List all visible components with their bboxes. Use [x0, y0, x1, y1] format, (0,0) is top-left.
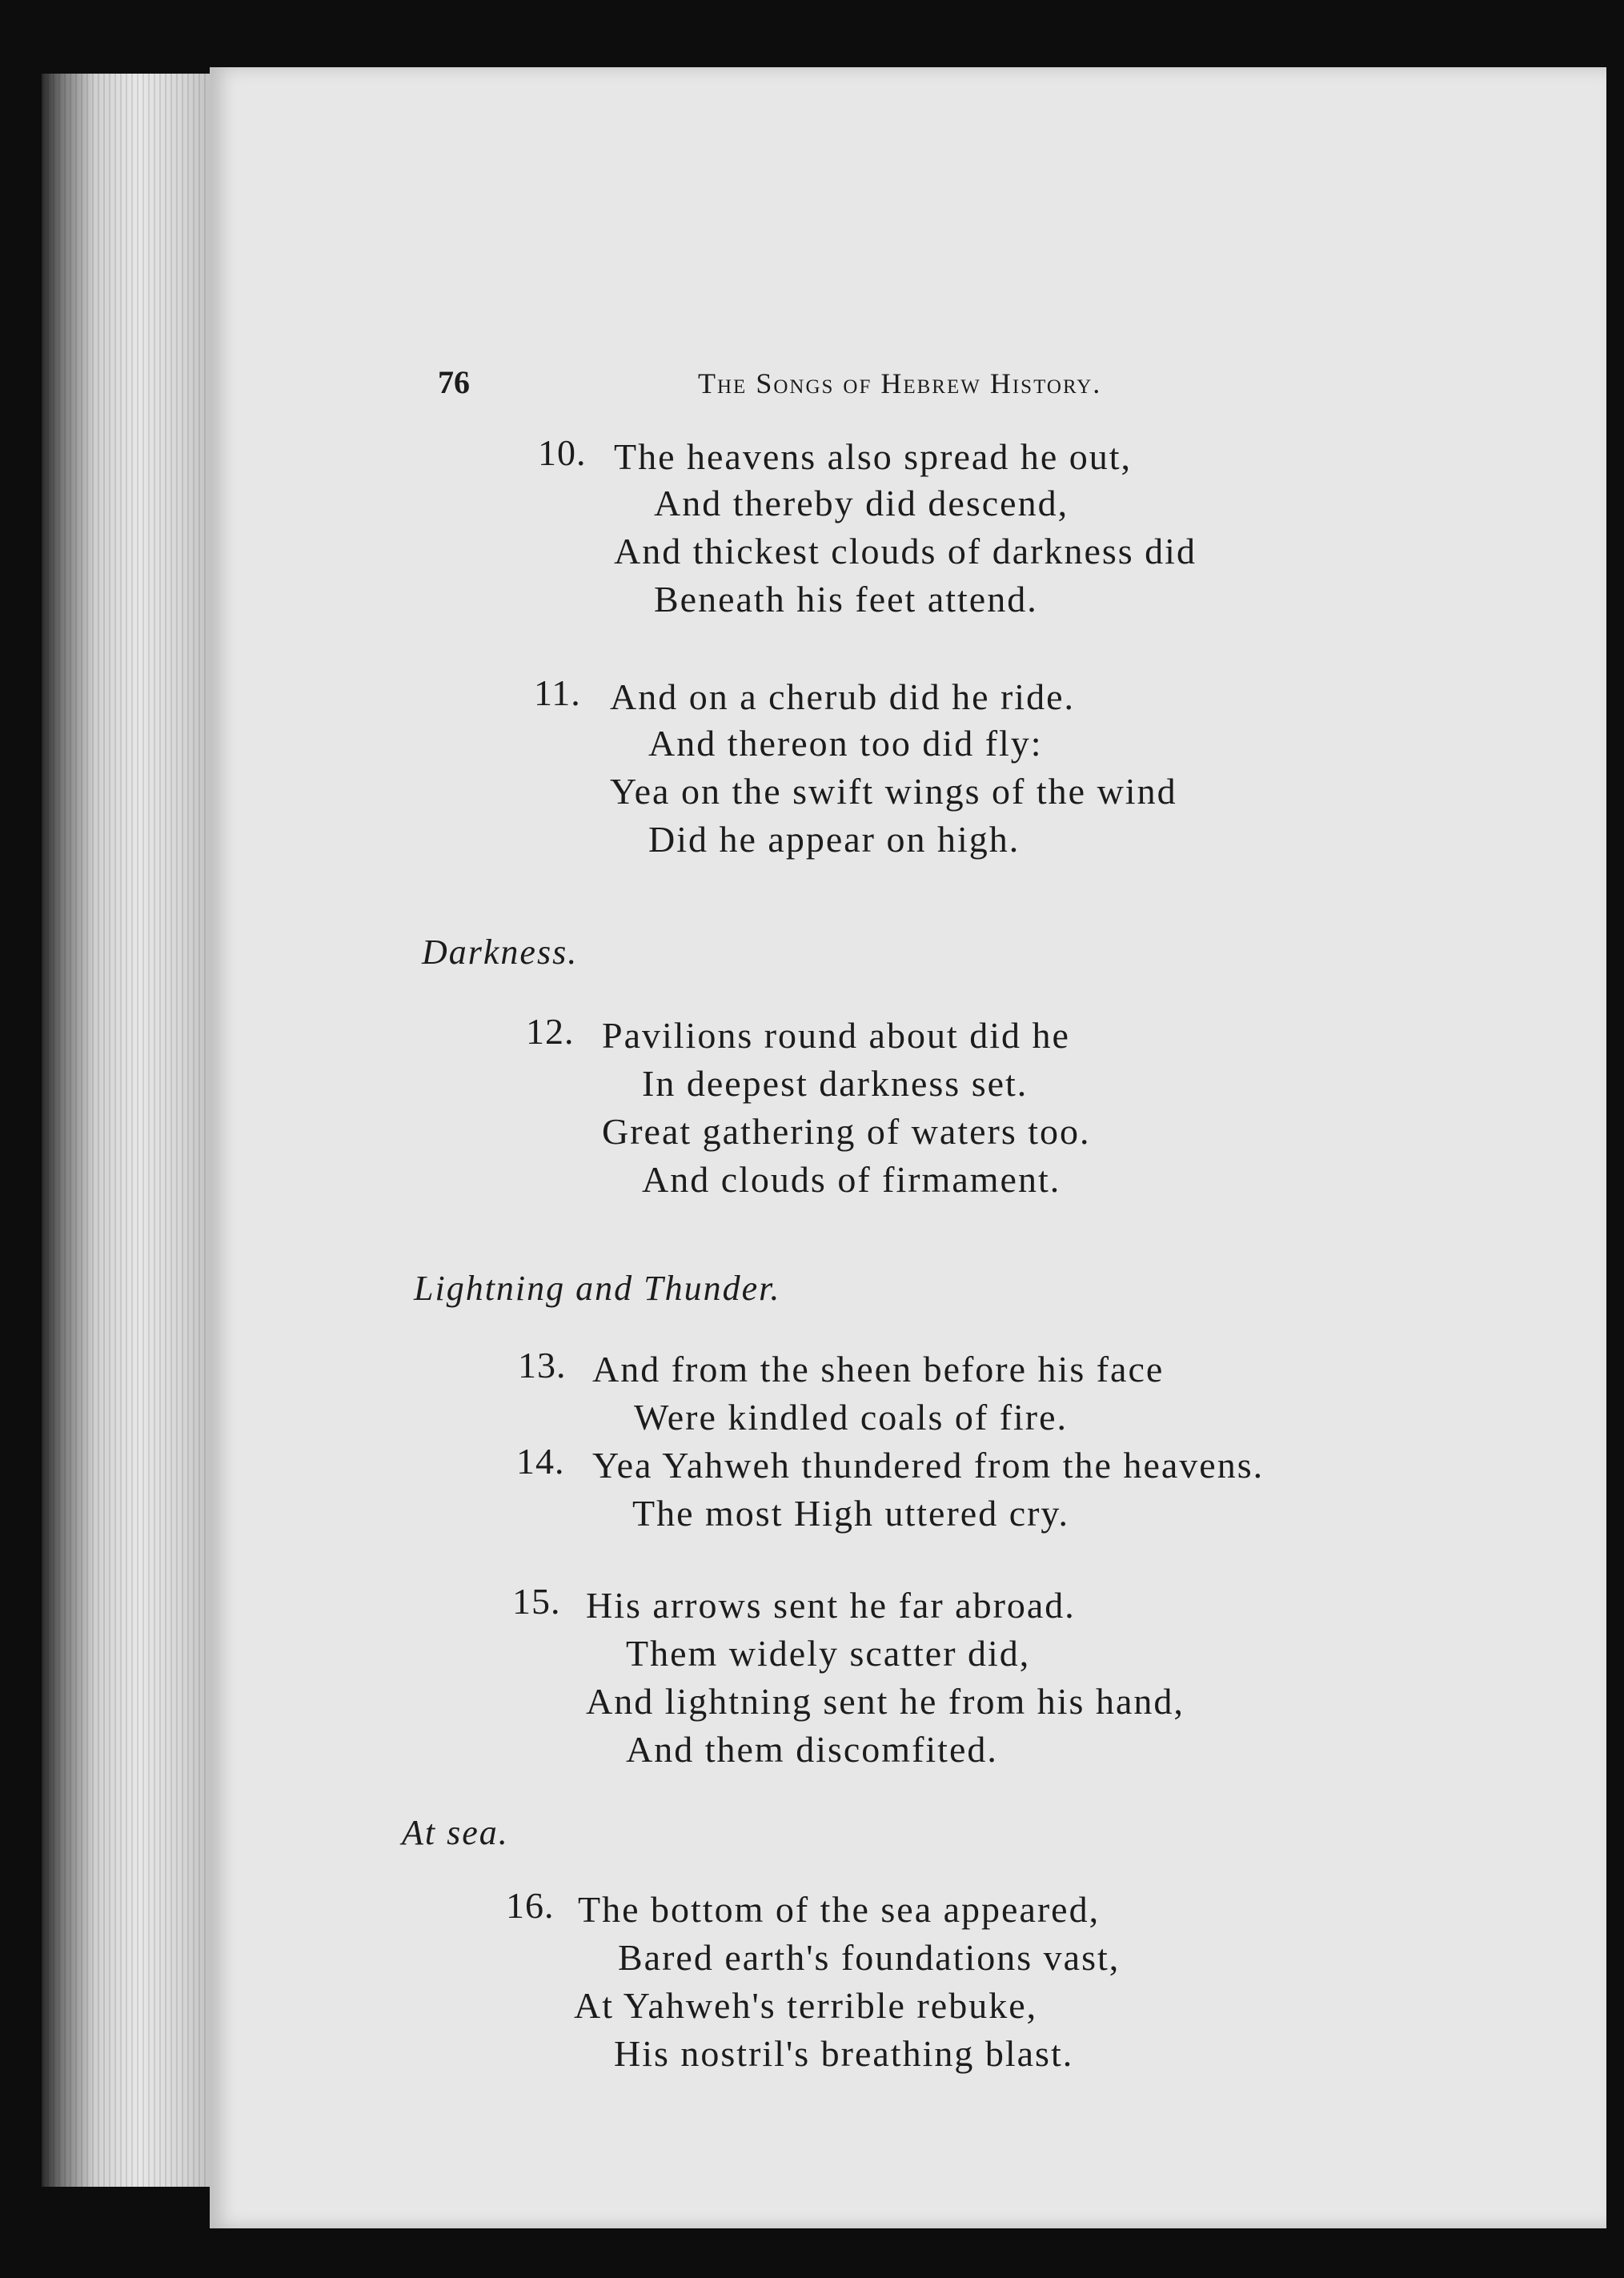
running-title: The Songs of Hebrew History. — [698, 367, 1102, 399]
section-heading-darkness: Darkness. — [422, 932, 579, 972]
verse-line: Great gathering of waters too. — [602, 1111, 1091, 1152]
verse-line: And them discomfited. — [626, 1729, 998, 1770]
verse-line: In deepest darkness set. — [642, 1063, 1029, 1104]
verse-line: Yea Yahweh thundered from the heavens. — [592, 1445, 1265, 1486]
verse-line: The most High uttered cry. — [632, 1493, 1069, 1534]
verse-line: And from the sheen before his face — [592, 1349, 1165, 1390]
verse-line: Beneath his feet attend. — [654, 579, 1038, 620]
verse-line: The bottom of the sea appeared, — [578, 1889, 1101, 1930]
verse-line: Bared earth's foundations vast, — [618, 1937, 1121, 1978]
verse-line: And thickest clouds of darkness did — [614, 531, 1197, 572]
verse-line: Were kindled coals of fire. — [634, 1397, 1069, 1438]
page-header — [210, 363, 1606, 411]
stanza-number: 15. — [512, 1581, 561, 1622]
verse-line: And thereby did descend, — [654, 483, 1069, 523]
section-heading-at-sea: At sea. — [402, 1813, 509, 1852]
verse-line: The heavens also spread he out, — [614, 436, 1133, 477]
verse-line: His arrows sent he far abroad. — [586, 1585, 1076, 1626]
stanza-number: 11. — [534, 672, 581, 713]
verse-line: And lightning sent he from his hand, — [586, 1681, 1185, 1722]
stanza-number: 13. — [518, 1345, 567, 1386]
stanza-number: 16. — [506, 1885, 555, 1926]
verse-line: And thereon too did fly: — [648, 723, 1043, 764]
book-page — [210, 67, 1606, 2228]
verse-line: And on a cherub did he ride. — [610, 676, 1076, 717]
verse-line: At Yahweh's terrible rebuke, — [574, 1985, 1038, 2026]
page-number: 76 — [438, 364, 470, 400]
verse-line: Yea on the swift wings of the wind — [610, 771, 1177, 812]
verse-line: Pavilions round about did he — [602, 1015, 1070, 1056]
verse-line: Them widely scatter did, — [626, 1633, 1031, 1674]
verse-line: Did he appear on high. — [648, 819, 1021, 860]
book-page-edges — [42, 74, 218, 2187]
stanza-number: 12. — [526, 1011, 575, 1052]
verse-line: And clouds of firmament. — [642, 1159, 1061, 1200]
verse-line: His nostril's breathing blast. — [614, 2033, 1074, 2074]
section-heading-lightning-and-thunder: Lightning and Thunder. — [414, 1269, 781, 1308]
stanza-number: 14. — [516, 1441, 565, 1482]
stanza-number: 10. — [538, 432, 587, 473]
